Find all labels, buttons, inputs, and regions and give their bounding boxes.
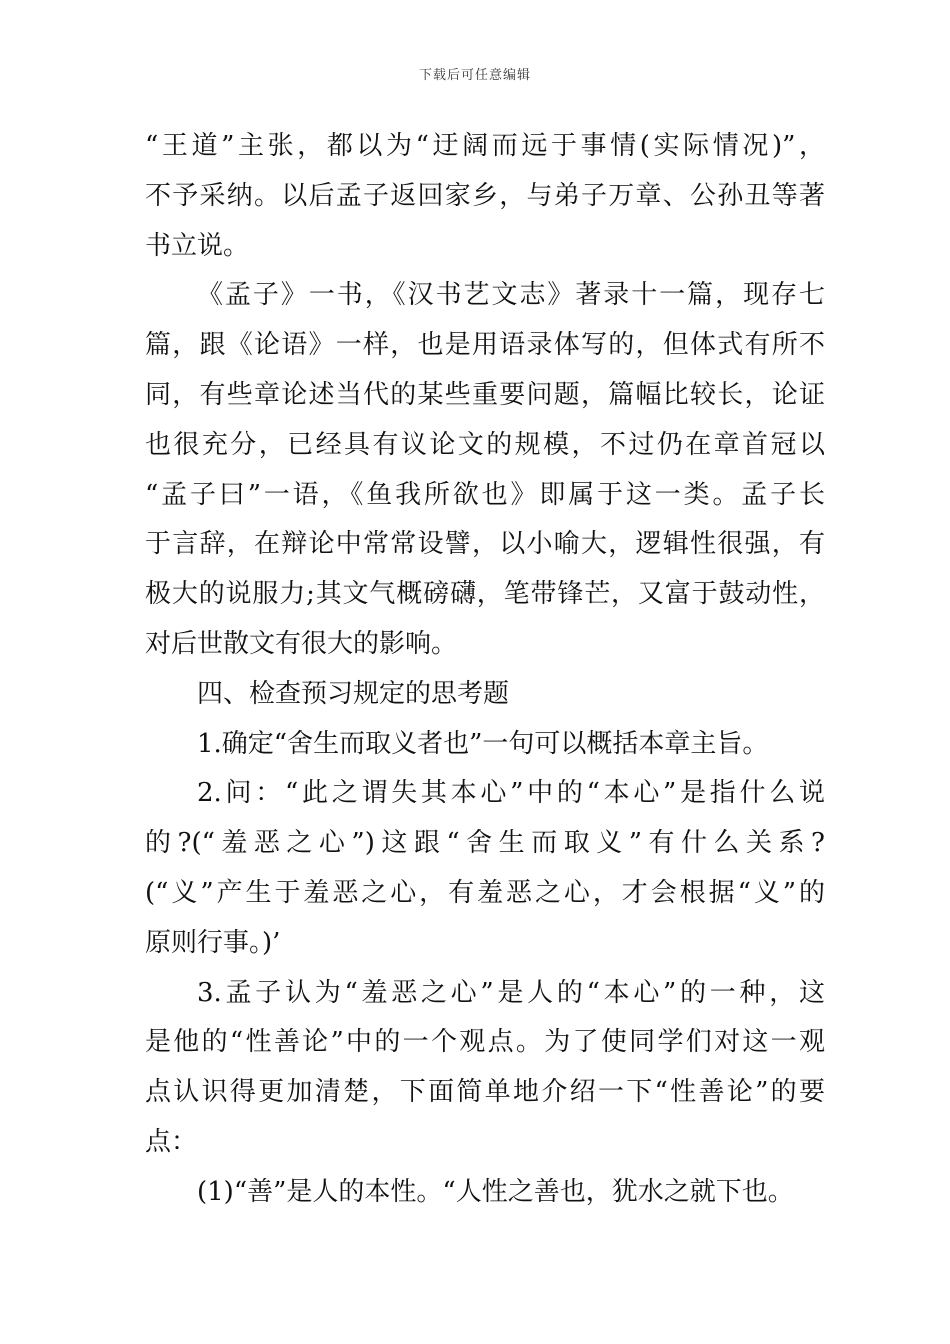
paragraph-2-line-5: “孟子曰”一语，《鱼我所欲也》即属于这一类。孟子长 <box>145 479 825 510</box>
paragraph-6-line-2: 是他的“性善论”中的一个观点。为了使同学们对这一观 <box>145 1027 825 1058</box>
document-body <box>145 122 825 1218</box>
paragraph-2-line-8: 对后世散文有很大的影响。 <box>145 628 458 659</box>
paragraph-2-line-1: 《孟子》一书，《汉书艺文志》著录十一篇，现存七 <box>197 280 825 311</box>
paragraph-5-line-4: 原则行事。)’ <box>145 927 281 958</box>
paragraph-5-line-2: 的?(“羞恶之心”)这跟“舍生而取义”有什么关系? <box>145 828 825 859</box>
paragraph-6-line-4: 点： <box>145 1126 198 1157</box>
paragraph-5-line-1: 2.问：“此之谓失其本心”中的“本心”是指什么说 <box>197 778 825 809</box>
paragraph-3-line-1: 四、检查预习规定的思考题 <box>197 678 510 709</box>
paragraph-1-line-3: 书立说。 <box>145 230 250 261</box>
page-header: 下载后可任意编辑 <box>418 68 531 83</box>
paragraph-2-line-4: 也很充分，已经具有议论文的规模，不过仍在章首冠以 <box>145 429 825 460</box>
paragraph-4-line-1: 1.确定“舍生而取义者也”一句可以概括本章主旨。 <box>197 728 769 759</box>
paragraph-1-line-1: “王道”主张，都以为“迂阔而远于事情(实际情况)”， <box>145 131 825 161</box>
paragraph-2-line-6: 于言辞，在辩论中常常设譬，以小喻大，逻辑性很强，有 <box>145 529 825 560</box>
paragraph-2-line-2: 篇，跟《论语》一样，也是用语录体写的，但体式有所不 <box>145 330 825 361</box>
paragraph-2-line-3: 同，有些章论述当代的某些重要问题，篇幅比较长，论证 <box>145 379 825 410</box>
paragraph-2-line-7: 极大的说服力;其文气概磅礴，笔带锋芒，又富于鼓动性， <box>145 579 825 610</box>
paragraph-6-line-1: 3.孟子认为“羞恶之心”是人的“本心”的一种，这 <box>197 977 825 1008</box>
paragraph-7-line-1: (1)“善”是人的本性。“人性之善也，犹水之就下也。 <box>197 1176 794 1207</box>
paragraph-1-line-2: 不予采纳。以后孟子返回家乡，与弟子万章、公孙丑等著 <box>145 180 825 211</box>
paragraph-6-line-3: 点认识得更加清楚，下面简单地介绍一下“性善论”的要 <box>145 1077 825 1108</box>
paragraph-5-line-3: (“义”产生于羞恶之心，有羞恶之心，才会根据“义”的 <box>145 877 825 908</box>
